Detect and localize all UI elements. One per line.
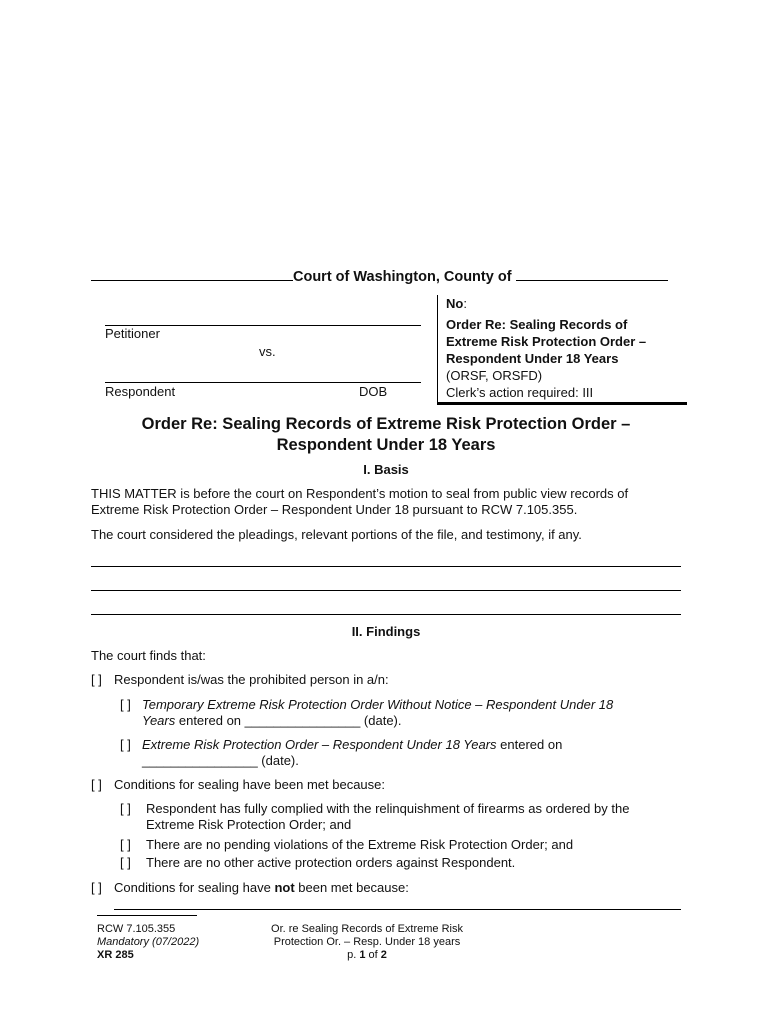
county-blank[interactable] xyxy=(516,268,668,281)
document-title: Order Re: Sealing Records of Extreme Risk Protection Order – Respondent Under 18 Years xyxy=(141,415,631,454)
basis-blank-line-1[interactable] xyxy=(91,566,681,567)
court-header-text: Court of Washington, County of xyxy=(293,269,512,285)
caption-bottom-rule xyxy=(437,402,687,405)
finding-conditions-not-met: Conditions for sealing have not been met because: xyxy=(114,880,409,895)
respondent-label: Respondent xyxy=(105,384,176,399)
vs-label: vs. xyxy=(259,344,276,359)
finding-prohibited-person: Respondent is/was the prohibited person in a/n: xyxy=(114,672,389,687)
conditions-not-met-blank[interactable] xyxy=(114,909,681,910)
respondent-blank[interactable] xyxy=(105,382,421,383)
dob-label: DOB xyxy=(359,384,388,399)
footer-form-number: XR 285 xyxy=(97,949,134,961)
finding-no-other-orders: There are no other active protection orders against Respondent. xyxy=(146,855,516,870)
basis-considered: The court considered the pleadings, relevant portions of the file, and testimony, if any. xyxy=(91,527,582,542)
case-title: Order Re: Sealing Records of Extreme Risk Protection Order – Respondent Under 18 Years xyxy=(446,317,647,366)
petitioner-label: Petitioner xyxy=(105,326,160,341)
caption-divider xyxy=(437,295,438,402)
findings-heading: II. Findings xyxy=(351,624,421,639)
checkbox-conditions-met[interactable]: [ ] xyxy=(91,777,102,792)
finding-no-pending-violations: There are no pending violations of the Extreme Risk Protection Order; and xyxy=(146,837,574,852)
basis-heading: I. Basis xyxy=(363,462,409,477)
basis-blank-line-3[interactable] xyxy=(91,614,681,615)
checkbox-complied-relinquishment[interactable]: [ ] xyxy=(120,801,131,816)
finding-temporary-order: Temporary Extreme Risk Protection Order Without Notice – Respondent Under 18 Years entered on ________________ (date). xyxy=(142,697,614,728)
footer-form-title: Or. re Sealing Records of Extreme Risk Protection Or. – Resp. Under 18 years p. 1 of 2 xyxy=(247,923,487,962)
footer-rcw: RCW 7.105.355 xyxy=(97,923,176,935)
checkbox-no-pending-violations[interactable]: [ ] xyxy=(120,837,131,852)
court-header xyxy=(91,268,681,285)
finding-complied-relinquishment: Respondent has fully complied with the relinquishment of firearms as ordered by the Extreme Risk Protection Order; and xyxy=(146,801,630,832)
checkbox-final-order[interactable]: [ ] xyxy=(120,737,131,752)
basis-blank-line-2[interactable] xyxy=(91,590,681,591)
page-number: p. 1 of 2 xyxy=(347,949,387,961)
case-number[interactable]: No: xyxy=(446,296,467,311)
finding-conditions-met: Conditions for sealing have been met because: xyxy=(114,777,386,792)
footer-form-info xyxy=(97,923,257,962)
checkbox-prohibited-person[interactable]: [ ] xyxy=(91,672,102,687)
caption-parties xyxy=(105,295,435,403)
checkbox-temporary-order[interactable]: [ ] xyxy=(120,697,131,712)
footer-mandatory: Mandatory (07/2022) xyxy=(97,936,200,948)
case-codes: (ORSF, ORSFD) xyxy=(446,368,543,383)
caption-case-info xyxy=(446,295,686,401)
findings-intro: The court finds that: xyxy=(91,648,206,663)
court-name-blank[interactable] xyxy=(91,268,293,281)
basis-paragraph: THIS MATTER is before the court on Respondent’s motion to seal from public view records of Extreme Risk Protection Order – Respondent Under 18 pursuant to RCW 7.105.355. xyxy=(91,486,629,517)
footer-rule xyxy=(97,915,197,916)
checkbox-no-other-orders[interactable]: [ ] xyxy=(120,855,131,870)
clerk-action: Clerk’s action required: III xyxy=(446,385,594,400)
finding-final-order: Extreme Risk Protection Order – Respondent Under 18 Years entered on ________________ (date). xyxy=(142,737,563,768)
checkbox-conditions-not-met[interactable]: [ ] xyxy=(91,880,102,895)
